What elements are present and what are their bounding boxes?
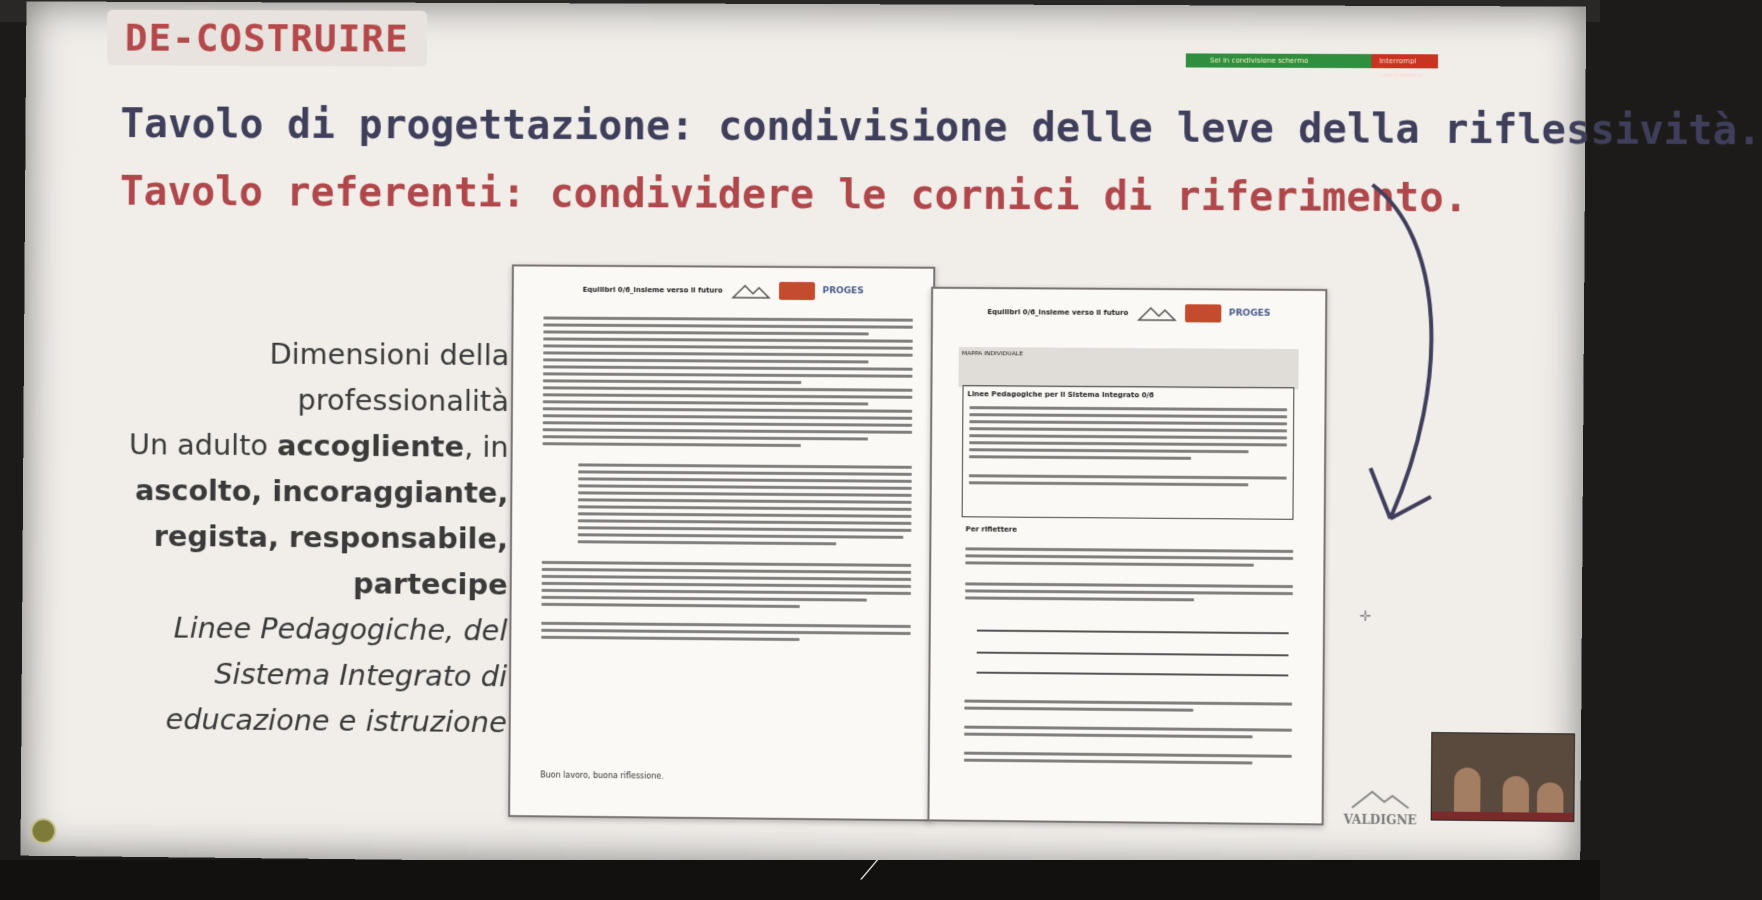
guidelines-table [962, 385, 1295, 520]
doc1-footer: Buon lavoro, buona riflessione. [540, 770, 664, 781]
hair-clip-icon: ⟋ [860, 856, 879, 886]
individual-map-band [959, 347, 1299, 389]
presentation-slide [21, 1, 1762, 872]
webcam-thumbnail[interactable] [1431, 732, 1575, 822]
mountain-icon [1350, 788, 1411, 811]
headline-referenti: Tavolo referenti: condividere le cornici di riferimento. [119, 168, 1469, 222]
professionality-text [81, 330, 510, 746]
projector-frame-bottom [0, 860, 1600, 900]
answer-line [977, 652, 1289, 656]
doc2-header [933, 303, 1325, 323]
screen-share-bar[interactable] [1186, 53, 1438, 80]
left-line-9: educazione e istruzione [165, 702, 507, 740]
user-avatar-icon[interactable] [30, 818, 56, 844]
screen-share-status: Sei in condivisione schermo [1186, 53, 1372, 68]
mouse-cursor-icon: ✛ [1359, 608, 1372, 625]
answer-line [977, 672, 1289, 676]
left-line-2: professionalità [297, 382, 510, 419]
left-line-4: ascolto, incoraggiante, [134, 473, 509, 510]
proges-logo: PROGES [822, 286, 864, 297]
doc2-questions-2 [964, 696, 1292, 769]
stop-share-button[interactable]: Interrompi condivisione [1371, 54, 1438, 68]
document-individual-map [927, 287, 1327, 826]
proges-logo: PROGES [1228, 308, 1271, 319]
answer-line [977, 630, 1289, 634]
left-line-3 [82, 421, 508, 470]
valdigne-logo-icon [731, 282, 771, 300]
valdigne-logo-icon [1136, 304, 1176, 322]
doc2-questions [965, 543, 1293, 606]
valdigne-wordmark: VALDIGNE [1343, 812, 1417, 828]
reflect-label: Per riflettere [965, 525, 1017, 534]
doc2-header-title: Equilibri 0/6_insieme verso il futuro [987, 308, 1129, 317]
table-title: Linee Pedagogiche per il Sistema Integrato 0/6 [967, 390, 1155, 400]
partner-logo-icon [1185, 304, 1221, 322]
curved-arrow-icon [1350, 177, 1474, 540]
doc1-header-title: Equilibri 0/6_insieme verso il futuro [582, 285, 723, 295]
left-line-5: regista, responsabile, [153, 518, 509, 556]
doc1-body-text [541, 312, 913, 646]
left-line-8: Sistema Integrato di [214, 656, 508, 694]
valdigne-logo [1340, 787, 1421, 832]
section-tag: DE-COSTRUIRE [107, 10, 427, 67]
partner-logo-icon [778, 282, 814, 300]
left-line-3-prefix: Un adulto [128, 427, 278, 463]
left-line-3-suffix: , in [463, 429, 509, 464]
table-body [963, 406, 1293, 487]
doc1-header [514, 280, 933, 300]
left-line-3-bold: accogliente [277, 428, 465, 464]
left-line-7: Linee Pedagogiche, del [173, 610, 508, 648]
webcam-name-bar [1432, 811, 1574, 821]
left-line-6: partecipe [352, 566, 508, 602]
band-title: MAPPA INDIVIDUALE [961, 350, 1023, 358]
headline-progettazione: Tavolo di progettazione: condivisione delle leve della riflessività. [120, 101, 1762, 155]
left-line-1: Dimensioni della [269, 336, 510, 373]
document-intro [508, 264, 935, 821]
